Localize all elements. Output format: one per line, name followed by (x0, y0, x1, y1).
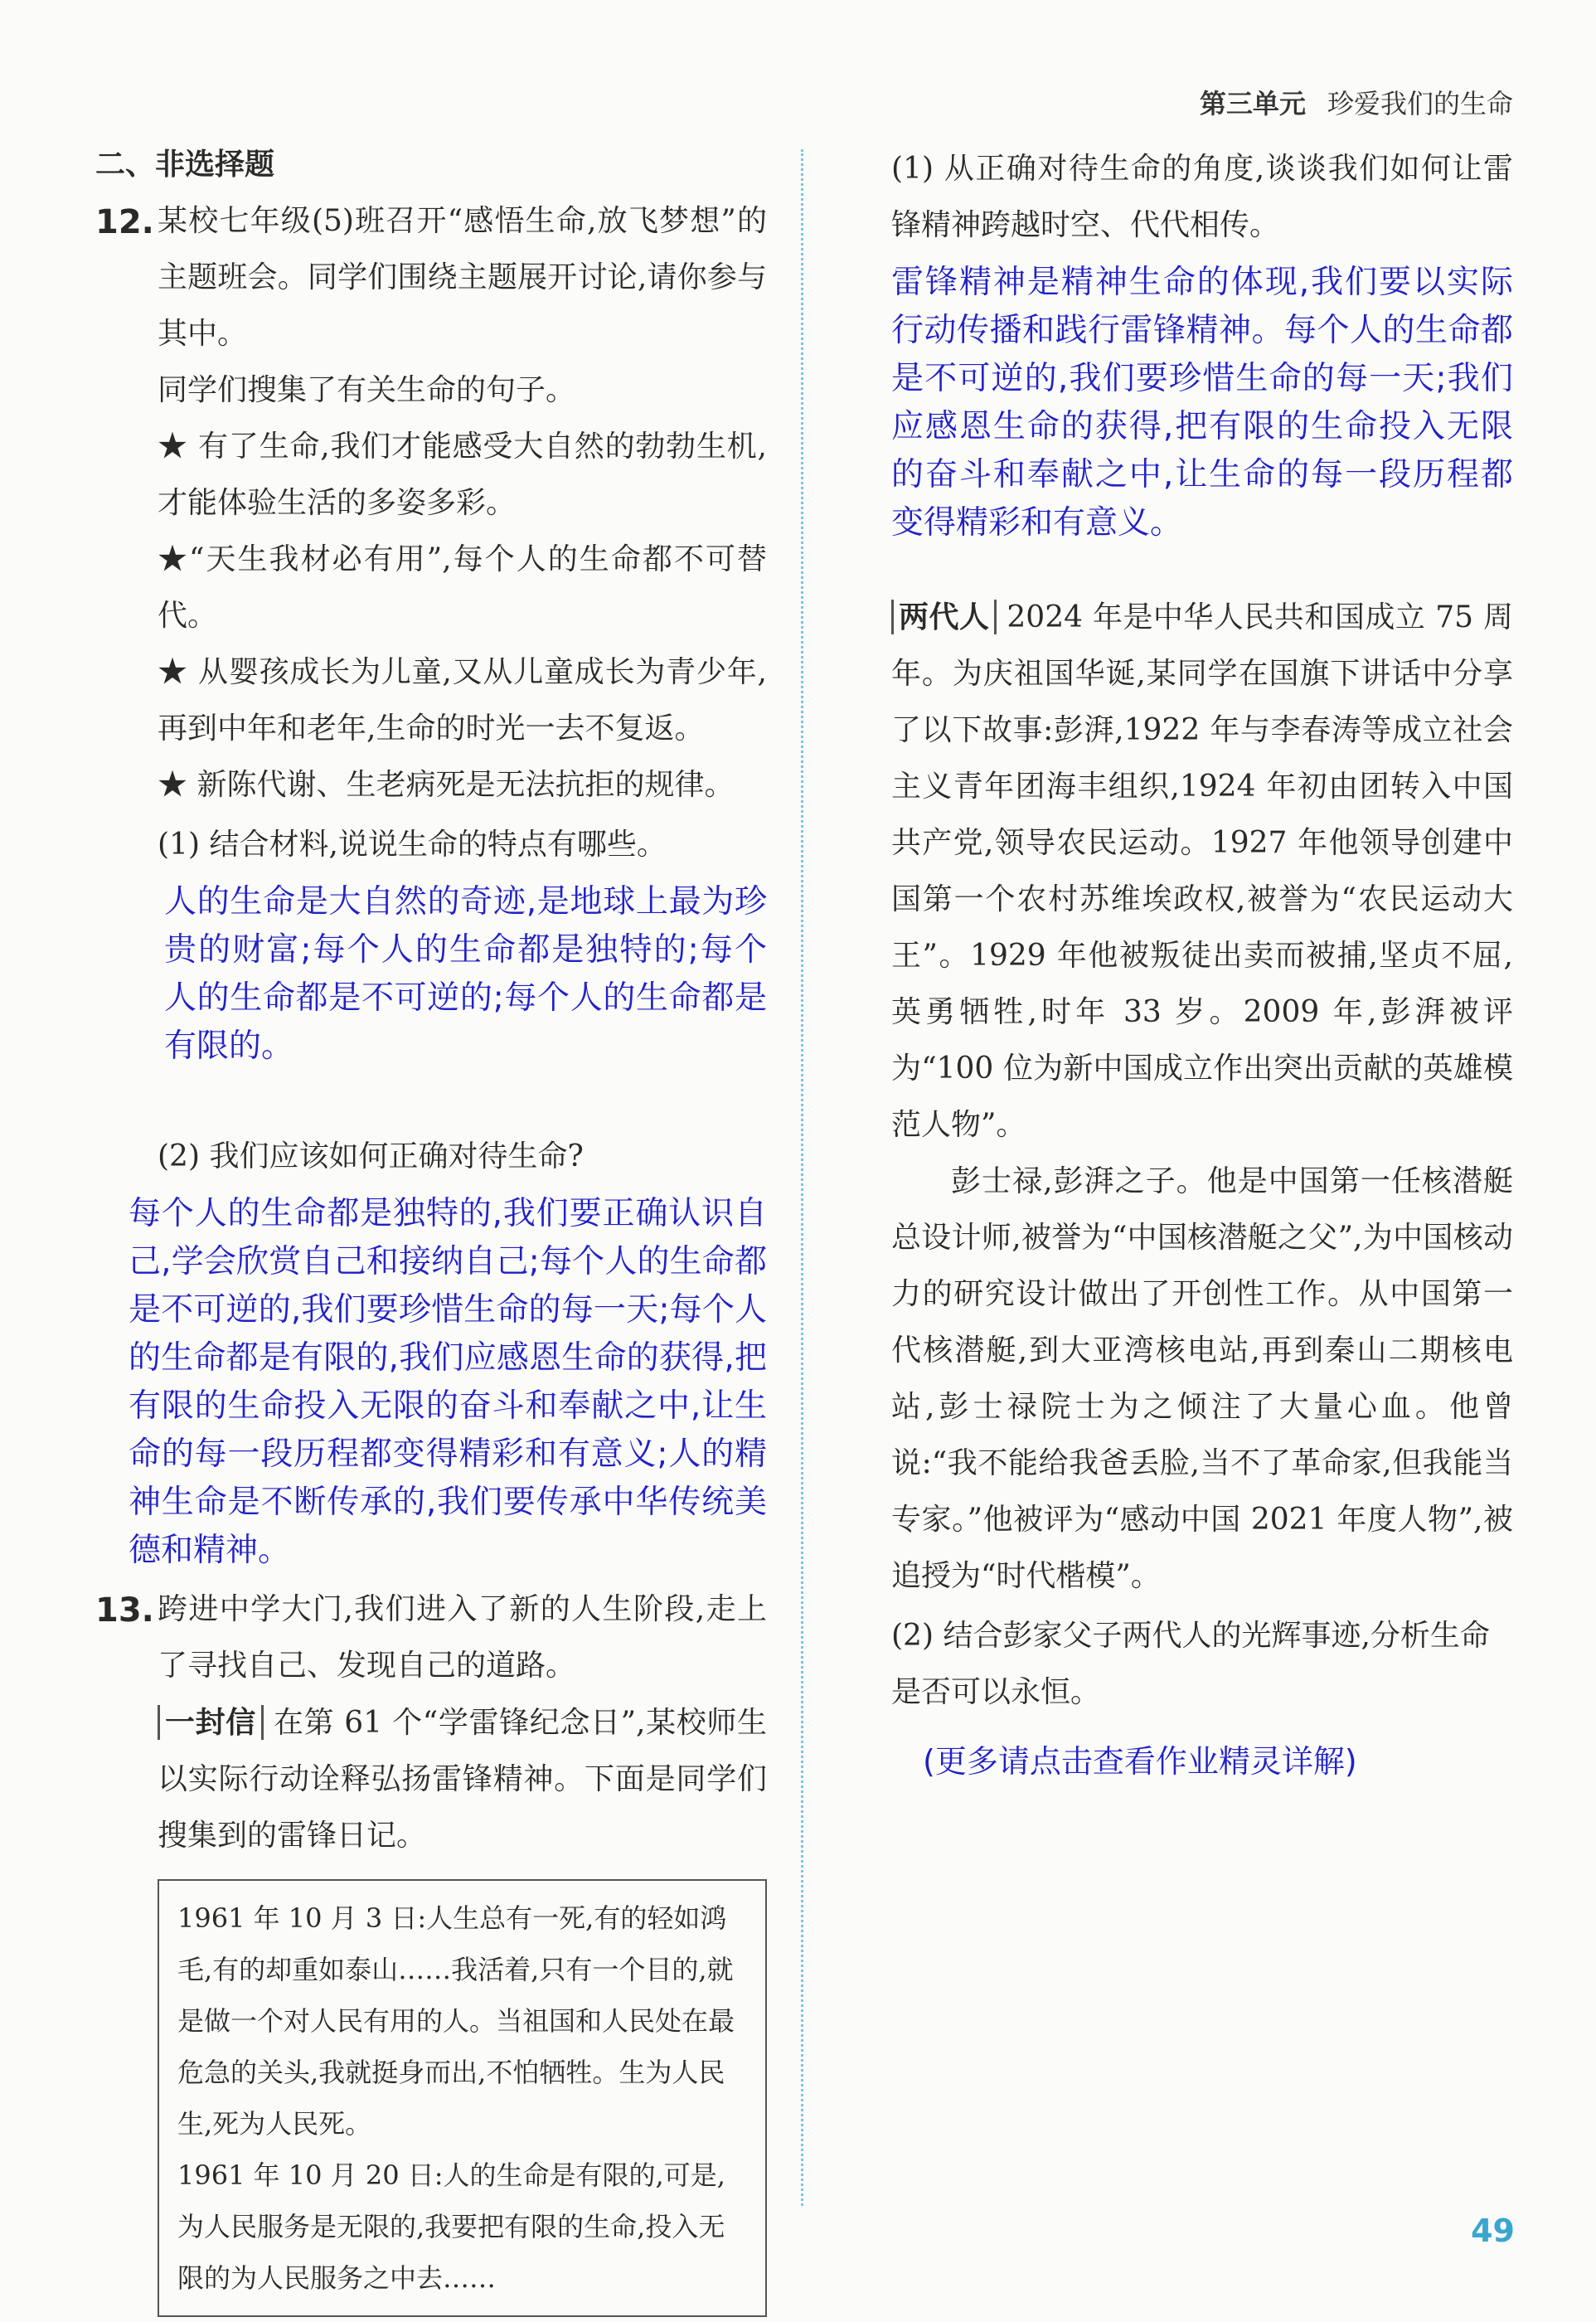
answer-13-1: 雷锋精神是精神生命的体现,我们要以实际行动传播和践行雷锋精神。每个人的生命都是不可逆的,我们要珍惜生命的每一天;我们应感恩生命的获得,把有限的生命投入无限的奋斗和奉献之中,让生命的每一段历程都变得精彩和有意义。 (891, 264, 1513, 542)
quote-item: ★“天生我材必有用”,每个人的生命都不可替代。 (158, 542, 767, 633)
diary-entry: 1961 年 10 月 3 日:人生总有一死,有的轻如鸿毛,有的却重如泰山……我活着,只有一个目的,就是做一个对人民有用的人。当祖国和人民处在最危急的关头,我就挺身而出,不怕牺牲。生为人民生,死为人民死。 (177, 1902, 735, 2140)
sub-question-1: (1) 结合材料,说说生命的特点有哪些。 (158, 828, 667, 862)
generations-text-1: 2024 年是中华人民共和国成立 75 周年。为庆祖国华诞,某同学在国旗下讲话中分享了以下故事:彭湃,1922 年与李春涛等成立社会主义青年团海丰组织,1924 年初由团转入中国共产党,领导农民运动。1927 年他领导创建中国第一个农村苏维埃政权,被誉为“农民运动大王”。1929 年他被叛徒出卖而被捕,坚贞不屈,英勇牺牲,时年 33 岁。2009 年,彭湃被评为“100 位为新中国成立作出突出贡献的英雄模范人物”。 (891, 600, 1513, 1142)
tag-letter: 一封信 (158, 1705, 264, 1740)
question-number: 12. (95, 203, 154, 241)
sub-question-2: (2) 我们应该如何正确对待生命? (158, 1139, 584, 1173)
question-13 (95, 1581, 767, 2317)
question-lead: 同学们搜集了有关生命的句子。 (158, 373, 576, 407)
question-intro: 某校七年级(5)班召开“感悟生命,放飞梦想”的主题班会。同学们围绕主题展开讨论,请你参与其中。 (158, 204, 767, 351)
more-details-link[interactable]: (更多请点击查看作业精灵详解) (923, 1743, 1357, 1780)
letter-paragraph (158, 1694, 767, 1864)
question-number: 13. (95, 1591, 154, 1630)
column-divider (801, 149, 803, 2206)
unit-label: 第三单元 (1199, 88, 1306, 119)
diary-box (158, 1879, 767, 2317)
sub-question-13-1: (1) 从正确对待生命的角度,谈谈我们如何让雷锋精神跨越时空、代代相传。 (891, 152, 1513, 242)
section-title: 二、非选择题 (95, 148, 275, 182)
question-12 (95, 193, 767, 1185)
tag-generations: 两代人 (891, 600, 997, 634)
generations-text-2: 彭士禄,彭湃之子。他是中国第一任核潜艇总设计师,被誉为“中国核潜艇之父”,为中国核动力的研究设计做出了开创性工作。从中国第一代核潜艇,到大亚湾核电站,再到秦山二期核电站,彭士禄院士为之倾注了大量心血。他曾说:“我不能给我爸丢脸,当不了革命家,但我能当专家。”他被评为“感动中国 2021 年度人物”,被追授为“时代楷模”。 (891, 1164, 1513, 1593)
unit-title: 珍爱我们的生命 (1327, 88, 1513, 119)
page-number: 49 (1471, 2213, 1515, 2249)
diary-entry: 1961 年 10 月 20 日:人的生命是有限的,可是,为人民服务是无限的,我要把有限的生命,投入无限的为人民服务之中去…… (177, 2159, 725, 2294)
quote-item: ★ 有了生命,我们才能感受大自然的勃勃生机,才能体验生活的多姿多彩。 (158, 430, 767, 520)
right-column (891, 141, 1513, 1781)
answer-2: 每个人的生命都是独特的,我们要正确认识自己,学会欣赏自己和接纳自己;每个人的生命都是不可逆的,我们要珍惜生命的每一天;每个人的生命都是有限的,我们应感恩生命的获得,把有限的生命投入无限的奋斗和奉献之中,让生命的每一段历程都变得精彩和有意义;人的精神生命是不断传承的,我们要传承中华传统美德和精神。 (129, 1195, 767, 1569)
question-intro: 跨进中学大门,我们进入了新的人生阶段,走上了寻找自己、发现自己的道路。 (158, 1592, 767, 1683)
quote-item: ★ 从婴孩成长为儿童,又从儿童成长为青少年,再到中年和老年,生命的时光一去不复返。 (158, 655, 767, 746)
sub-question-13-2: (2) 结合彭家父子两代人的光辉事迹,分析生命是否可以永恒。 (891, 1619, 1490, 1709)
generations-paragraph (891, 589, 1513, 1154)
letter-text: 在第 61 个“学雷锋纪念日”,某校师生以实际行动诠释弘扬雷锋精神。下面是同学们搜集到的雷锋日记。 (158, 1706, 767, 1853)
quote-item: ★ 新陈代谢、生老病死是无法抗拒的规律。 (158, 768, 735, 802)
answer-1: 人的生命是大自然的奇迹,是地球上最为珍贵的财富;每个人的生命都是独特的;每个人的生命都是不可逆的;每个人的生命都是有限的。 (164, 883, 767, 1065)
page-header (1200, 83, 1513, 121)
left-column (95, 141, 767, 2317)
